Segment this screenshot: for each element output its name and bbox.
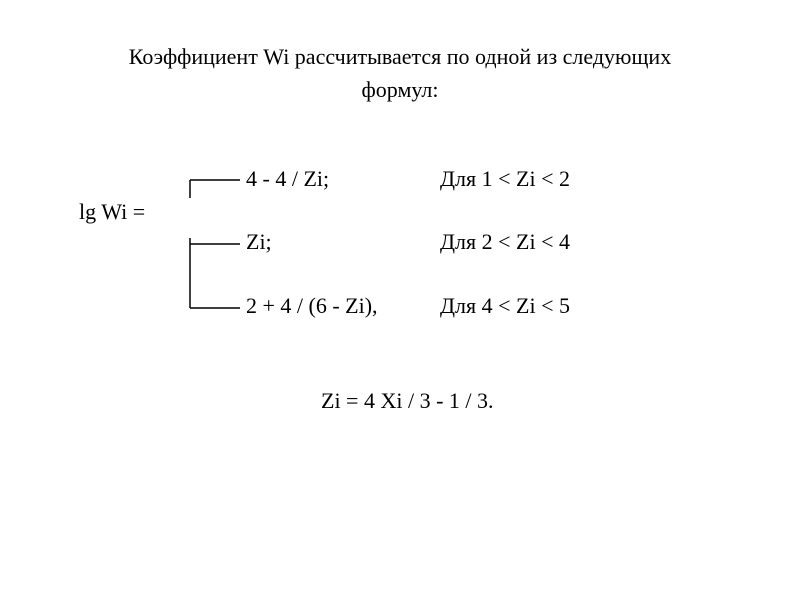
case-3-condition: Для 4 < Zi < 5: [440, 293, 570, 318]
title-line-1: Коэффициент Wi рассчитывается по одной из следующих: [128, 44, 672, 69]
title-line-2: формул:: [361, 77, 439, 102]
case-1-expression: 4 - 4 / Zi;: [246, 166, 330, 191]
case-bracket: [188, 178, 242, 310]
case-2-expression: Zi;: [246, 229, 272, 254]
slide-title: [0, 40, 800, 106]
case-2-condition: Для 2 < Zi < 4: [440, 229, 570, 254]
formula-lhs: lg Wi =: [79, 199, 146, 224]
case-3-expression: 2 + 4 / (6 - Zi),: [246, 293, 378, 318]
case-1-condition: Для 1 < Zi < 2: [440, 166, 570, 191]
zi-definition: Zi = 4 Xi / 3 - 1 / 3.: [321, 388, 494, 413]
